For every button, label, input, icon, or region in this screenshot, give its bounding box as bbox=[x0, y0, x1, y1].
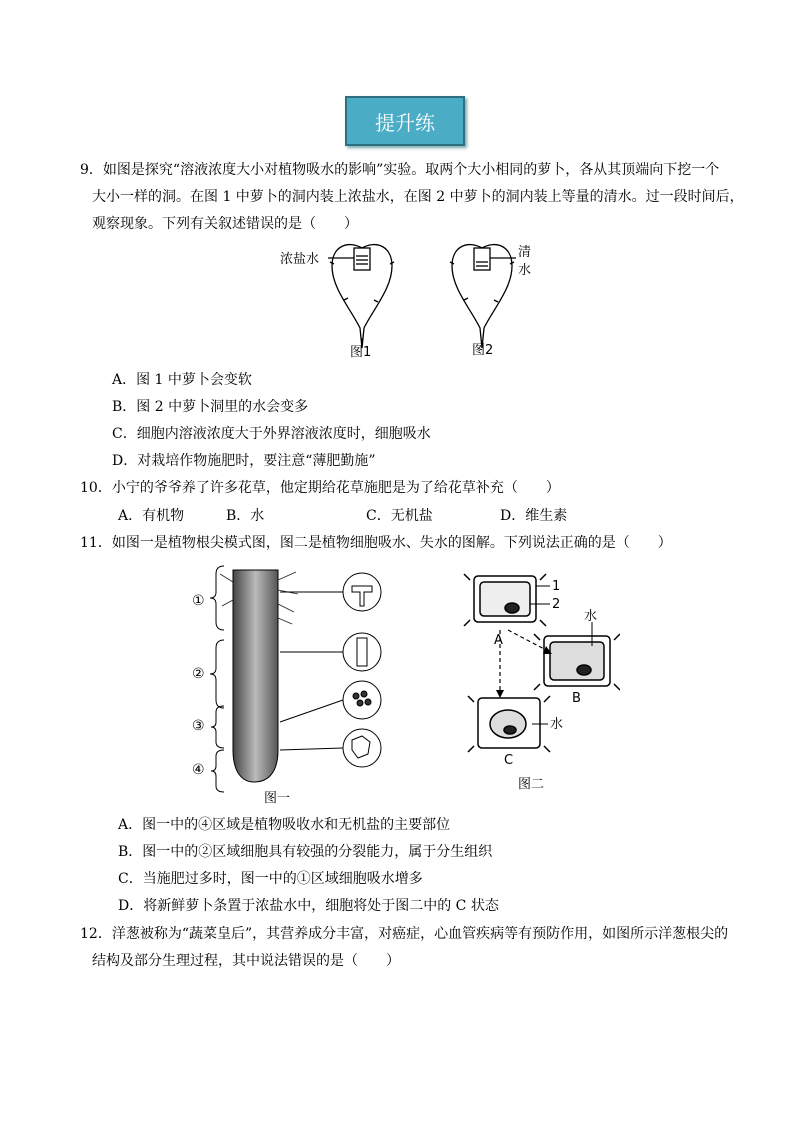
q9-option-d: D．对栽培作物施肥时，要注意“薄肥勤施” bbox=[112, 453, 376, 469]
water-label-c: 水 bbox=[550, 717, 564, 732]
radish-2 bbox=[450, 245, 516, 348]
zone-3-label: ③ bbox=[192, 718, 205, 734]
fig2-label-1: 清 bbox=[518, 245, 532, 260]
q9-radish-figure bbox=[270, 238, 550, 363]
q11-option-d: D．将新鲜萝卜条置于浓盐水中，细胞将处于图二中的 C 状态 bbox=[118, 898, 499, 914]
q10-option-a: A．有机物 bbox=[118, 508, 185, 524]
q9-stem-line3: 观察现象。下列有关叙述错误的是（ ） bbox=[92, 216, 358, 232]
root-tip-figure bbox=[188, 560, 413, 810]
section-title: 提升练 bbox=[345, 96, 465, 146]
radish-1 bbox=[328, 245, 394, 348]
q9-option-b: B．图 2 中萝卜洞里的水会变多 bbox=[112, 399, 309, 415]
q12-stem-line1: 12．洋葱被称为“蔬菜皇后”，其营养成分丰富，对癌症，心血管疾病等有预防作用，如图所示洋葱根尖的 bbox=[80, 926, 729, 942]
water-label-b: 水 bbox=[584, 609, 598, 624]
root-body bbox=[233, 570, 278, 782]
q10-stem: 10．小宁的爷爷养了许多花草，他定期给花草施肥是为了给花草补充（ ） bbox=[80, 480, 560, 496]
q10-option-c: C．无机盐 bbox=[366, 508, 433, 524]
cell-label-c: C bbox=[504, 753, 514, 768]
cell-label-b: B bbox=[572, 691, 581, 706]
q11-option-c: C．当施肥过多时，图一中的①区域细胞吸水增多 bbox=[118, 871, 423, 887]
cell-label-1: 1 bbox=[552, 579, 561, 594]
zone-4-label: ④ bbox=[192, 762, 205, 778]
q10-option-d: D．维生素 bbox=[500, 508, 568, 524]
cell-water-figure bbox=[460, 570, 620, 800]
fig2-label-2: 水 bbox=[518, 263, 532, 278]
q9-option-c: C．细胞内溶液浓度大于外界溶液浓度时，细胞吸水 bbox=[112, 426, 431, 442]
zone-2-label: ② bbox=[192, 666, 205, 682]
cell-label-a: A bbox=[494, 633, 503, 648]
fig2-caption: 图2 bbox=[472, 343, 494, 358]
q9-option-a: A．图 1 中萝卜会变软 bbox=[112, 372, 252, 388]
q12-stem-line2: 结构及部分生理过程，其中说法错误的是（ ） bbox=[92, 953, 400, 969]
q11-option-a: A．图一中的④区域是植物吸收水和无机盐的主要部位 bbox=[118, 817, 451, 833]
q10-option-b: B．水 bbox=[226, 508, 265, 524]
fig-two-caption: 图二 bbox=[518, 777, 545, 792]
q11-stem: 11．如图一是植物根尖模式图，图二是植物细胞吸水、失水的图解。下列说法正确的是（ ） bbox=[80, 535, 672, 551]
q9-stem-line2: 大小一样的洞。在图 1 中萝卜的洞内装上浓盐水，在图 2 中萝卜的洞内装上等量的清水。过一段时间后， bbox=[92, 189, 744, 205]
cell-label-2: 2 bbox=[552, 597, 561, 612]
fig-one-caption: 图一 bbox=[264, 791, 291, 806]
q9-stem-line1: 9．如图是探究“溶液浓度大小对植物吸水的影响”实验。取两个大小相同的萝卜，各从其顶端向下挖一个 bbox=[80, 162, 720, 178]
q11-option-b: B．图一中的②区域细胞具有较强的分裂能力，属于分生组织 bbox=[118, 844, 493, 860]
fig1-label: 浓盐水 bbox=[280, 252, 320, 267]
fig1-caption: 图1 bbox=[350, 345, 372, 360]
zone-1-label: ① bbox=[192, 593, 205, 609]
